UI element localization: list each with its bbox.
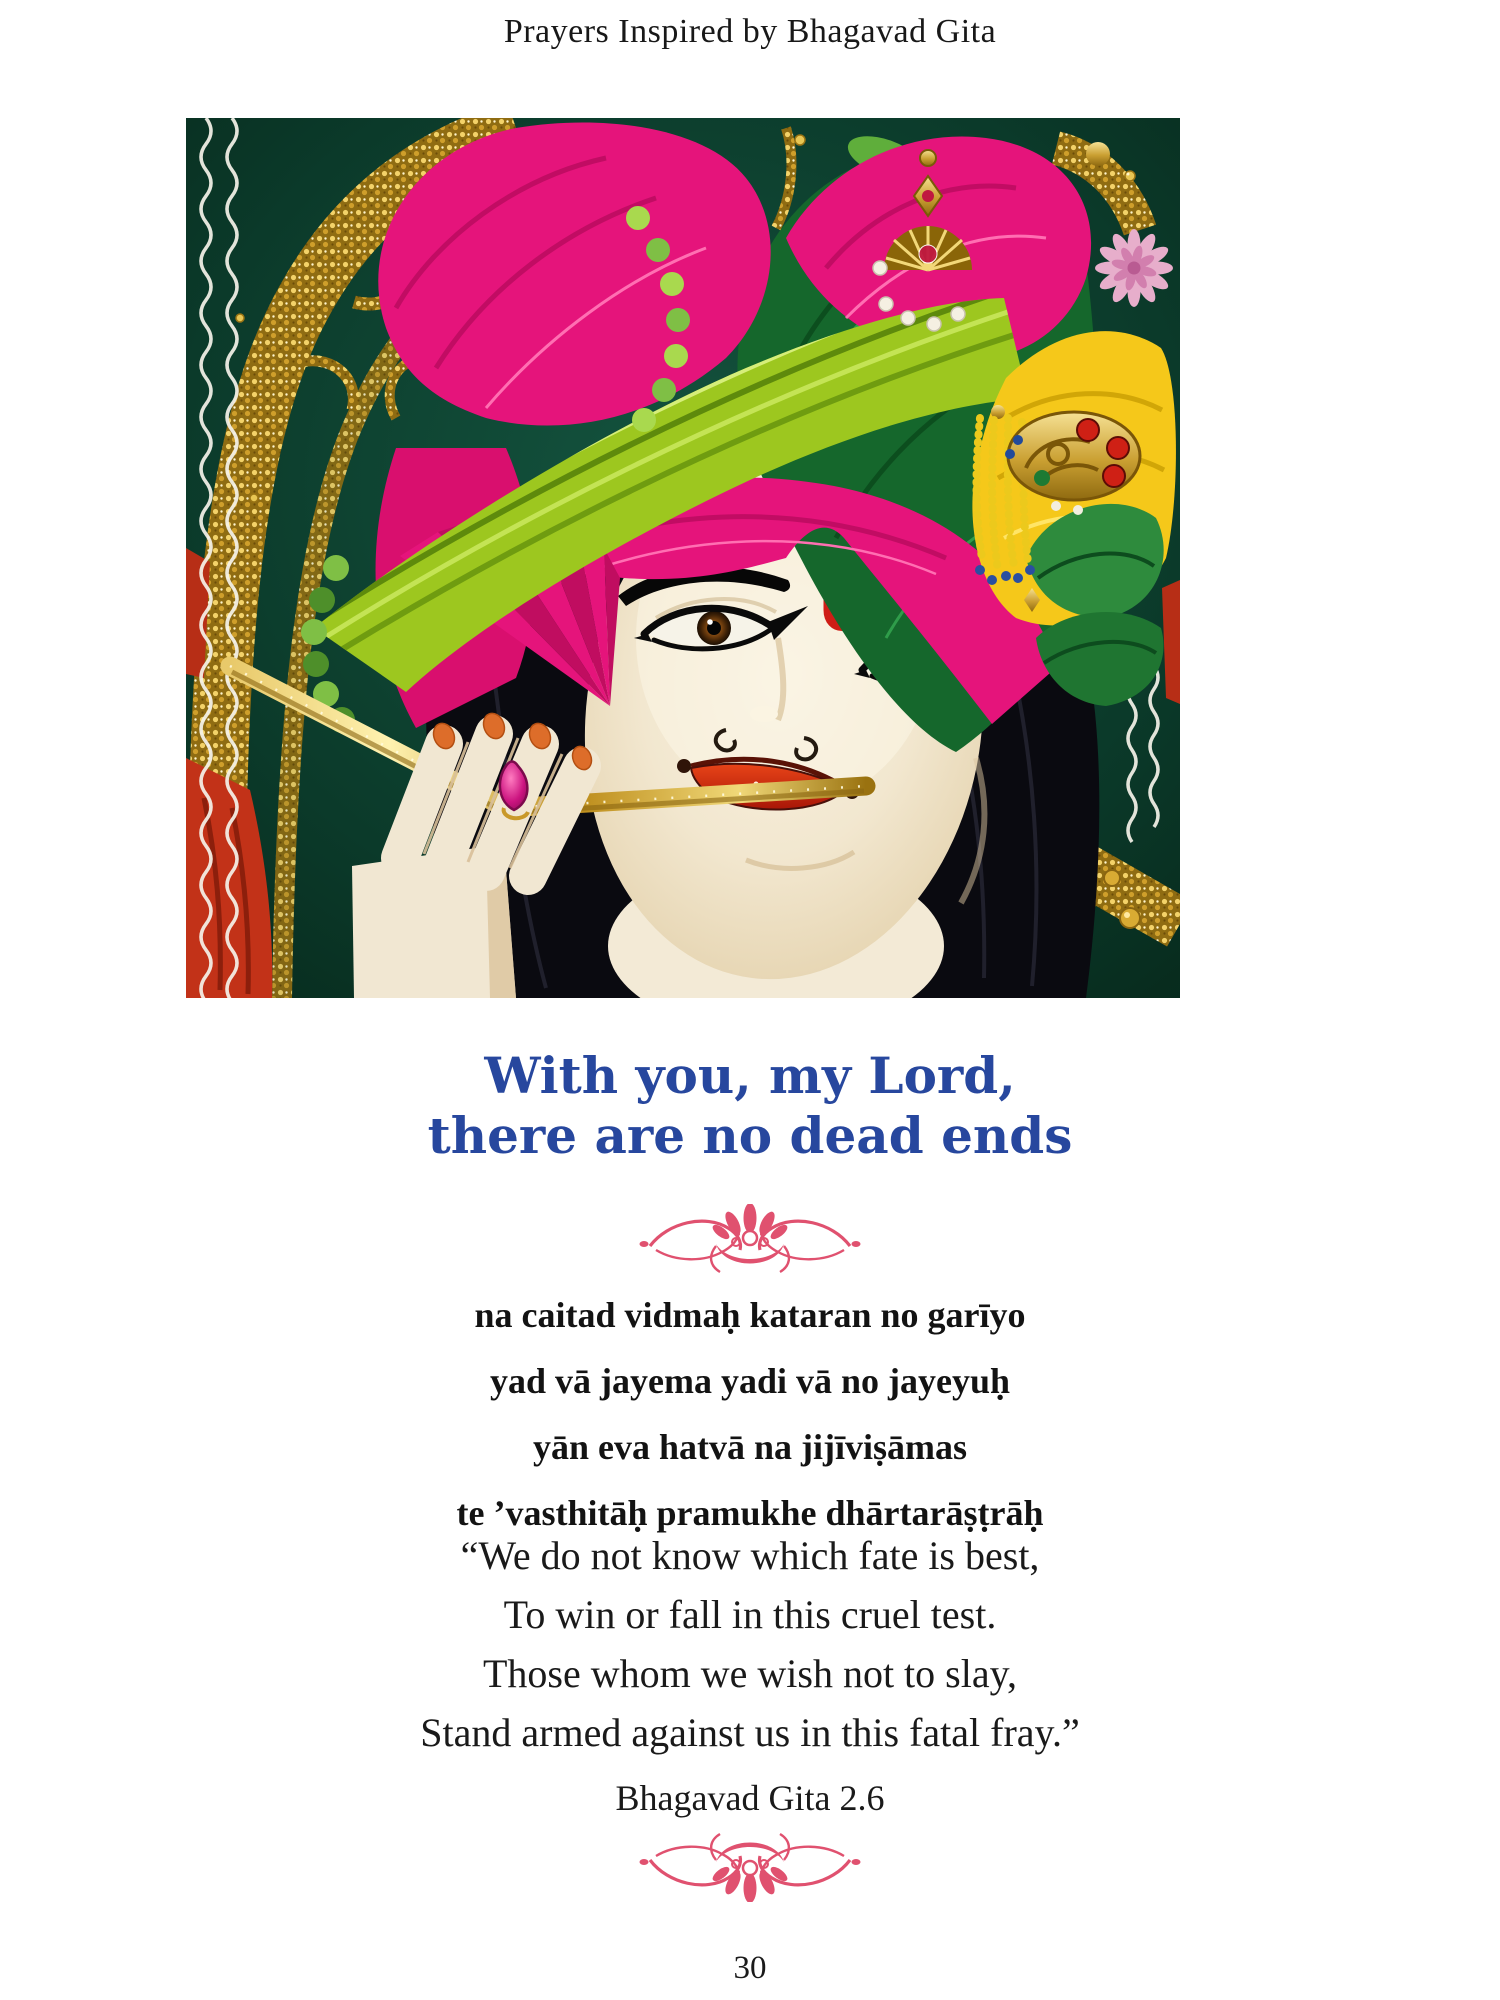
prayer-title-line-2: there are no dead ends — [427, 1106, 1073, 1165]
sanskrit-verse — [0, 1282, 1500, 1546]
sanskrit-line-4: te ’vasthitāḥ pramukhe dhārtarāṣṭrāḥ — [456, 1493, 1044, 1533]
floral-divider-top — [470, 1204, 1030, 1280]
prayer-title — [0, 1046, 1500, 1166]
sanskrit-line-2: yad vā jayema yadi vā no jayeyuḥ — [489, 1361, 1011, 1401]
running-head: Prayers Inspired by Bhagavad Gita — [503, 13, 997, 50]
translation-line-3: Those whom we wish not to slay, — [482, 1651, 1018, 1696]
page-number: 30 — [733, 1950, 767, 1986]
verse-citation: Bhagavad Gita 2.6 — [615, 1778, 885, 1818]
krishna-deity-illustration — [186, 118, 1180, 998]
sanskrit-line-3: yān eva hatvā na jijīviṣāmas — [532, 1427, 968, 1467]
translation-line-4: Stand armed against us in this fatal fray.” — [420, 1710, 1080, 1755]
lotus-center — [710, 1834, 789, 1902]
verse-translation — [0, 1526, 1500, 1762]
translation-line-1: “We do not know which fate is best, — [460, 1533, 1040, 1578]
translation-line-2: To win or fall in this cruel test. — [503, 1592, 997, 1637]
prayer-title-line-1: With you, my Lord, — [484, 1046, 1016, 1105]
nose-tip — [750, 706, 778, 722]
sanskrit-line-1: na caitad vidmaḥ kataran no garīyo — [474, 1295, 1026, 1335]
floral-divider-bottom — [470, 1826, 1030, 1902]
lotus-center — [710, 1204, 789, 1272]
krishna-deity-photo — [186, 118, 1180, 998]
